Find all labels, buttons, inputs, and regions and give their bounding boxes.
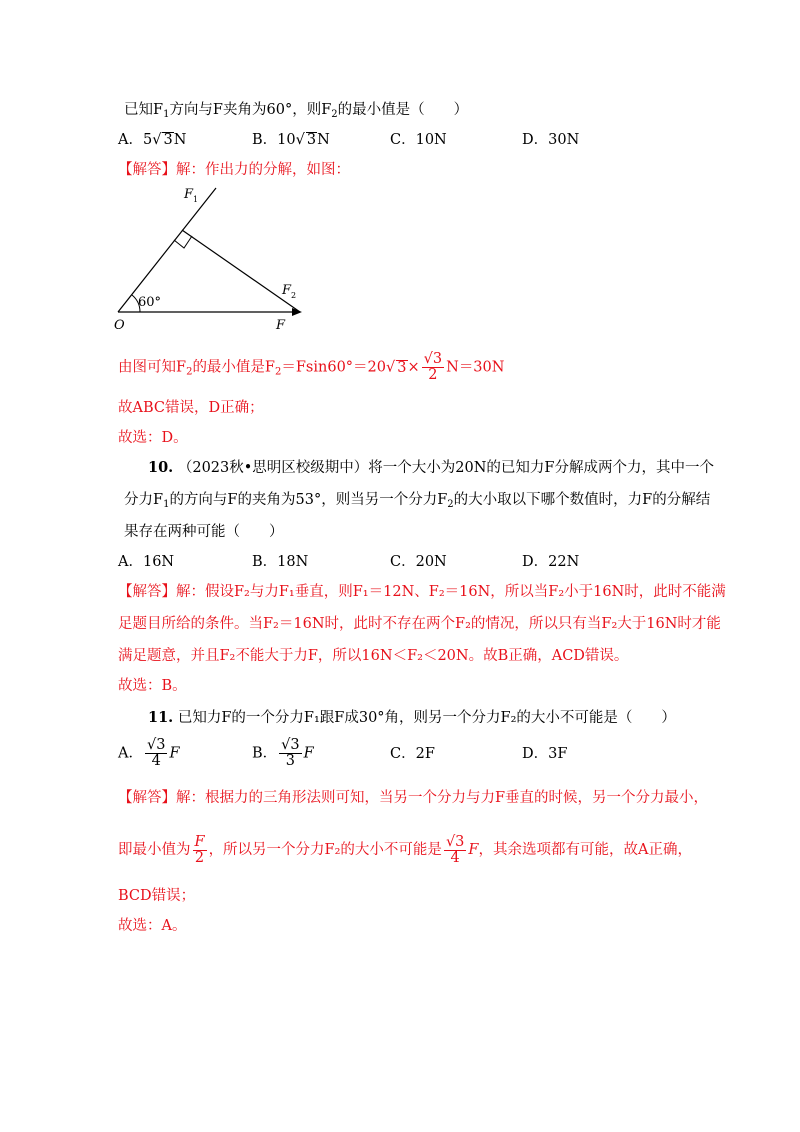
- q11-option-b[interactable]: B． $\frac{√3}{3}$ F: [252, 737, 314, 769]
- label-f1: F: [184, 187, 194, 202]
- label-o: O: [114, 318, 125, 333]
- q10-answer-line3: 满足题意，并且F₂不能大于力F，所以16N＜F₂＜20N。故B正确，ACD错误。: [118, 648, 629, 664]
- q11-answer-line2: 即最小值为 $\frac{F}{2}$ ，所以另一个分力F₂的大小不可能是 $\frac{√3}{4}$ F，其余选项都有可能，故A正确，: [118, 833, 692, 866]
- q10-option-a[interactable]: A．16N: [118, 554, 175, 570]
- label-f2: F: [282, 283, 292, 298]
- q11-option-d[interactable]: D．3F: [522, 746, 568, 762]
- q9-option-b[interactable]: B．10√ 3N: [252, 132, 330, 148]
- q11-choose: 故选：A。: [118, 918, 187, 934]
- q10-option-b[interactable]: B．18N: [252, 554, 309, 570]
- q9-stem: 已知$F_1$方向与F夹角为60°，则$F_2$的最小值是（ ）: [124, 102, 469, 120]
- q10-answer-line2: 足题目所给的条件。当F₂＝16N时，此时不存在两个F₂的情况，所以只有当F₂大于16N时才能: [118, 616, 721, 632]
- label-f2-sub: 2: [291, 291, 297, 300]
- q11-answer-line1: 【解答】解：根据力的三角形法则可知，当另一个分力与力F垂直的时候，另一个分力最小，: [118, 790, 709, 806]
- q11-stem: 11. 已知力F的一个分力F₁跟F成30°角，则另一个分力F₂的大小不可能是（ ）: [148, 709, 676, 726]
- q10-line3: 果存在两种可能（ ）: [124, 524, 284, 540]
- q9-choose: 故选：D。: [118, 430, 188, 446]
- label-f: F: [276, 318, 286, 333]
- q11-answer-line3: BCD错误；: [118, 888, 196, 904]
- q11-option-c[interactable]: C．2F: [390, 746, 435, 762]
- q10-option-d[interactable]: D．22N: [522, 554, 580, 570]
- q11-option-a[interactable]: A． $\frac{√3}{4}$ F: [118, 737, 180, 769]
- q10-answer-line1: 【解答】解：假设F₂与力F₁垂直，则F₁＝12N、F₂＝16N，所以当F₂小于16N时，此时不能满: [118, 584, 726, 600]
- q10-line1: 10. （2023秋•思明区校级期中）将一个大小为20N的已知力F分解成两个力，其中一个: [148, 459, 714, 476]
- q9-option-d[interactable]: D．30N: [522, 132, 580, 148]
- force-diagram: [112, 186, 312, 336]
- q10-line2: 分力$F_1$的方向与F的夹角为53°，则当另一个分力$F_2$的大小取以下哪个数值时，力F的分解结: [124, 492, 711, 510]
- q9-answer-head: 【解答】解：作出力的分解，如图：: [118, 162, 350, 178]
- angle-label: 60°: [138, 295, 162, 310]
- f2-line: [182, 230, 300, 312]
- q10-option-c[interactable]: C．20N: [390, 554, 447, 570]
- q10-choose: 故选：B。: [118, 678, 187, 694]
- q9-conclusion: 故ABC错误，D正确；: [118, 400, 264, 416]
- f1-line: [118, 188, 216, 312]
- label-f1-sub: 1: [193, 195, 199, 204]
- q9-option-a[interactable]: A．5√ 3N: [118, 132, 187, 148]
- q9-calculation: 由图可知$F_2$的最小值是$F_2=Fsin60^\circ=20√$ 3× $\frac{√3}{2}$ N＝30N: [118, 351, 505, 383]
- q9-option-c[interactable]: C．10N: [390, 132, 447, 148]
